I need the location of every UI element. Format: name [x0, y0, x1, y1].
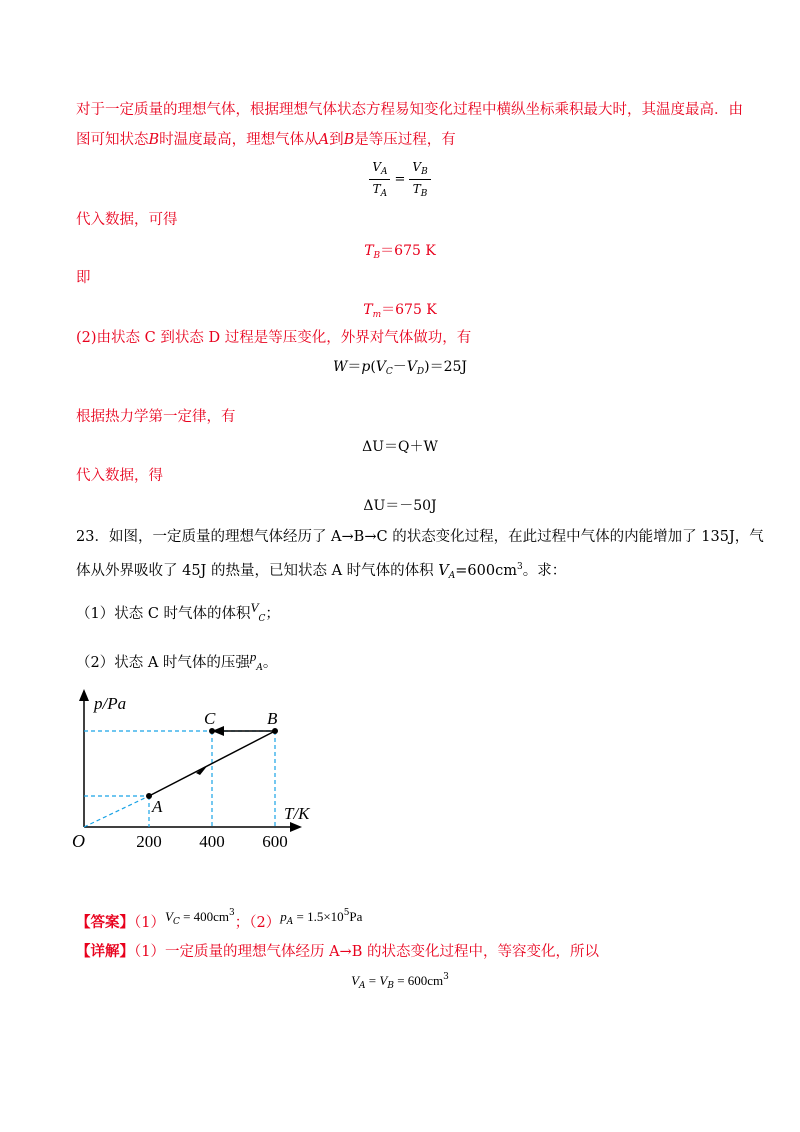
- part2-text: (2)由状态 C 到状态 D 过程是等压变化，外界对气体做功，有: [76, 330, 472, 346]
- first-law-equation: ΔU＝Q＋W: [362, 439, 438, 455]
- solution-line-2: 图可知状态B时温度最高，理想气体从A到B是等压过程，有: [76, 132, 456, 148]
- x-tick-400: 400: [199, 832, 225, 851]
- work-equation: $W=p(V_C-V_D)=25J$: [332, 359, 468, 377]
- y-axis-arrow-icon: [79, 689, 89, 701]
- tm-equation: $T_m=675$ K: [363, 302, 437, 320]
- p-t-graph: [0, 685, 800, 865]
- detail-line: 【详解】（1）一定质量的理想气体经历 A→B 的状态变化过程中，等容变化，所以: [76, 943, 599, 960]
- question-part-2: （2）状态 A 时气体的压强$p_A$。: [76, 649, 278, 673]
- ji-text: 即: [76, 270, 91, 286]
- x-axis-arrow-icon: [290, 822, 302, 832]
- substitute-text-1: 代入数据，可得: [76, 212, 178, 228]
- solution-line-1: 对于一定质量的理想气体，根据理想气体状态方程易知变化过程中横纵坐标乘积最大时，其温度最高．由: [76, 102, 743, 118]
- state-point-c: [209, 728, 215, 734]
- x-tick-600: 600: [262, 832, 288, 851]
- point-b-label: B: [267, 709, 278, 728]
- state-point-b: [272, 728, 278, 734]
- question-line-2: 体从外界吸收了 45J 的热量，已知状态 A 时气体的体积 $V_A=600cm^3$。求：: [76, 562, 567, 581]
- x-axis-label: T/K: [284, 804, 310, 823]
- point-c-label: C: [204, 709, 216, 728]
- question-part-1: （1）状态 C 时气体的体积$V_C$；: [76, 600, 280, 624]
- answer-line: 【答案】$(1)V^C = 400cm^3$；$(2)p^A = 1.5\times 10^5Pa$: [76, 908, 363, 931]
- x-tick-200: 200: [136, 832, 162, 851]
- point-a-label: A: [152, 797, 163, 816]
- dashed-origin-to-a: [84, 796, 149, 827]
- first-law-text: 根据热力学第一定律，有: [76, 409, 236, 425]
- detail-equation: $V_A = V_B = 600cm^3$: [351, 972, 449, 991]
- tb-equation: $T_B=675$ K: [364, 243, 436, 261]
- question-line-1: 23．如图，一定质量的理想气体经历了 A→B→C 的状态变化过程，在此过程中气体的内能增加了 135J，气: [76, 529, 764, 545]
- substitute-text-2: 代入数据，得: [76, 468, 163, 484]
- origin-label: O: [72, 831, 85, 851]
- du-result-equation: ΔU＝－50J: [363, 498, 437, 514]
- charles-law-equation: $\frac{V_A}{T_A}$ = $\frac{V_B}{T_B}$: [0, 160, 800, 199]
- y-axis-label: p/Pa: [94, 694, 127, 713]
